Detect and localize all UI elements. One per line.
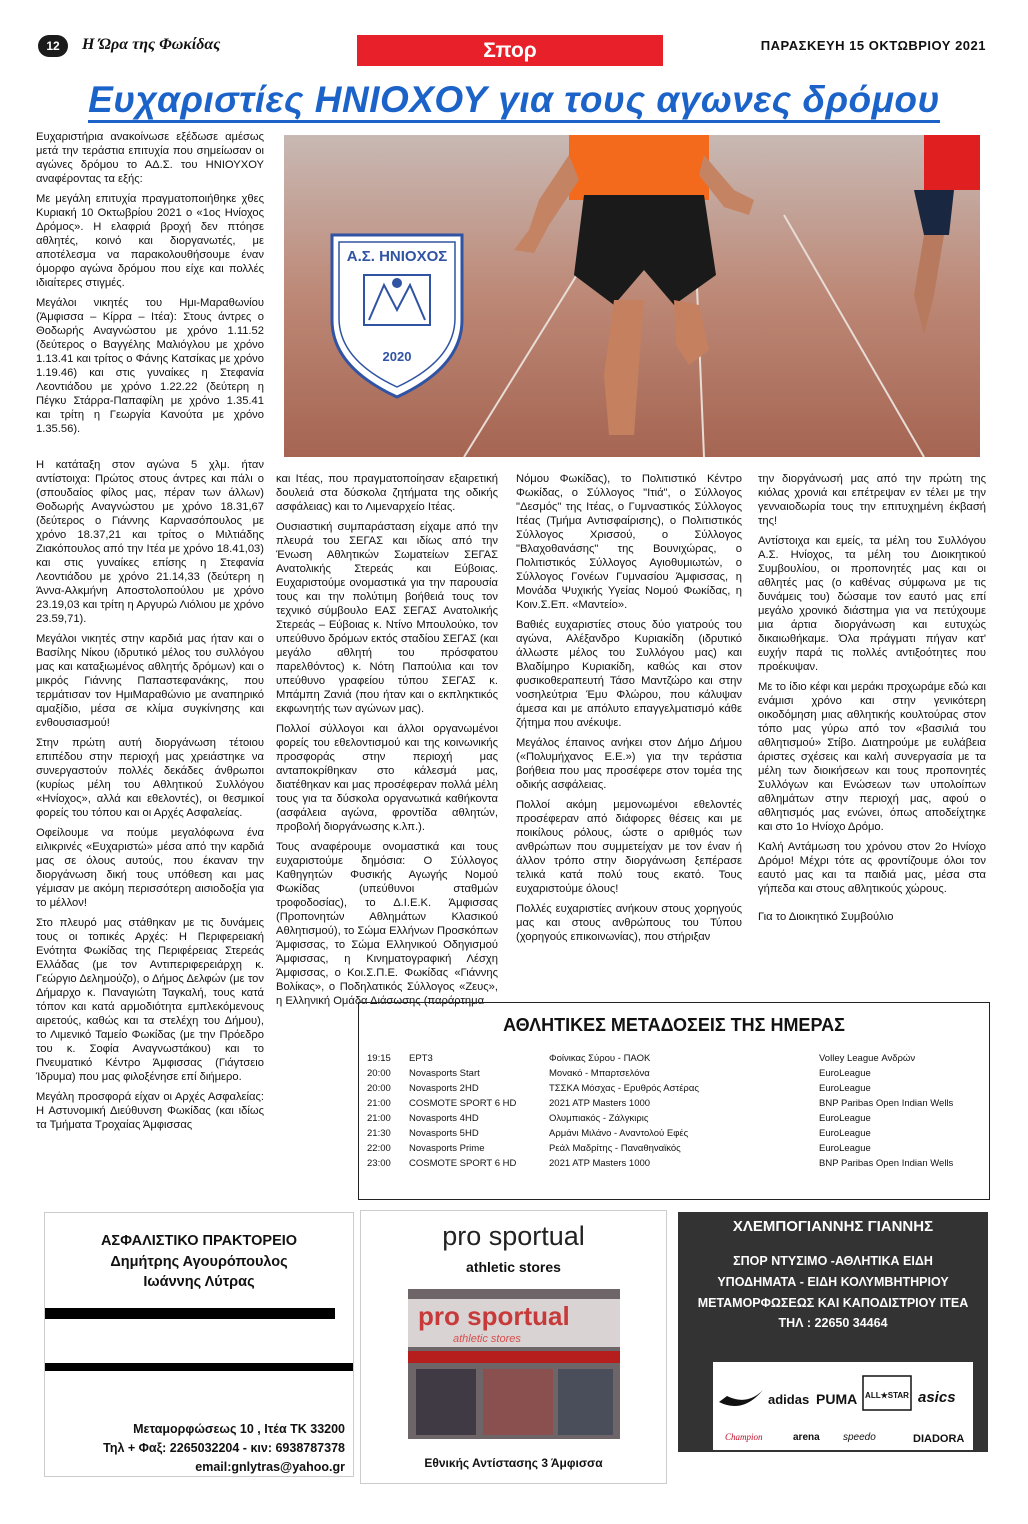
article-paragraph: Μεγάλοι νικητές του Ημι-Μαραθωνίου (Άμφισσα – Κίρρα – Ιτέα): Στους άντρες ο Θοδωρής Αναγνώστου με χρόνο 1.11.52 (δεύτερος ο Βαγγέλης Μαλιόγλου με χρόνο 1.13.41 και τρίτος ο Φάνης Κατσίκας με χρόνο 1.19.46) και στις γυναίκες η Στεφανία Λεοντιάδου με χρόνο 1.22.22 (δεύτερη η Πέγκυ Στάρρα-Παπαφίλη με χρόνο 1.35.41 και τρίτη η Γεωργία Κανούτα με χρόνο 1.35.56). — [36, 297, 264, 435]
swoosh-icon — [719, 1390, 763, 1406]
article-paragraph: Στην πρώτη αυτή διοργάνωση τέτοιου επιπέδου στην περιοχή μας χρειάστηκε να συνεργαστούν πολλές δεκάδες άνθρωποι (κυρίως μέλη του Αθλητικού Συλλόγου «Ηνίοχος», αλλά και εθελοντές), οι θεσμικοί φορείς του τόπου και οι Αρχές Ασφαλείας. — [36, 737, 264, 819]
tv-time: 23:00 — [367, 1158, 391, 1169]
decorative-bar — [45, 1308, 335, 1319]
sport-shop-line: ΥΠΟΔΗΜΑΤΑ - ΕΙΔΗ ΚΟΛΥΜΒΗΤΗΡΙΟΥ — [717, 1275, 949, 1289]
tv-channel: Novasports 4HD — [409, 1113, 479, 1124]
tv-channel: COSMOTE SPORT 6 HD — [409, 1158, 517, 1169]
article-paragraph: Τους αναφέρουμε ονομαστικά και τους ευχαριστούμε δημόσια: Ο Σύλλογος Καθηγητών Φυσικής Αγωγής Νομού Φωκίδας (υπεύθυνοι σταθμών τροφοδοσίας), το Δ.Ι.Ε.Κ. Άμφισσας (Προπονητών Αθλημάτων Κλασικού Αθλητισμού), το Σώμα Ελλήνων Προσκόπων Άμφισσας, το Σώμα Ελληνικού Οδηγισμού Άμφισσας, η Κινηματογραφική Λέσχη Άμφισσας, ο Κοι.Σ.Π.Ε. Φωκίδας «Γιάννης Βολίκας», ο Ποδηλατικός Σύλλογος «Ζευς», η Ελληνική Ομάδα Διάσωσης (παράρτημα — [276, 841, 498, 1007]
brand-logo: adidas — [768, 1392, 810, 1407]
brand-logo: arena — [793, 1432, 820, 1443]
paper-name: Η Ώρα της Φωκίδας — [82, 36, 221, 53]
tv-schedule-box — [358, 1002, 990, 1200]
issue-date: ΠΑΡΑΣΚΕΥΗ 15 ΟΚΤΩΒΡΙΟΥ 2021 — [760, 38, 986, 53]
tv-event: Ρεάλ Μαδρίτης - Παναθηναϊκός — [549, 1143, 681, 1154]
sport-shop-line: ΣΠΟΡ ΝΤΥΣΙΜΟ -ΑΘΛΗΤΙΚΑ ΕΙΔΗ — [733, 1254, 933, 1268]
brand-logo: Champion — [725, 1432, 763, 1442]
article-column-1-cont — [36, 458, 264, 1138]
store-sign-sub: athletic stores — [453, 1333, 521, 1345]
sport-shop-title: ΧΛΕΜΠΟΓΙΑΝΝΗΣ ΓΙΑΝΝΗΣ — [732, 1218, 934, 1235]
tv-league: EuroLeague — [819, 1143, 871, 1154]
tv-channel: Novasports Prime — [409, 1143, 485, 1154]
article-paragraph: Αντίστοιχα και εμείς, τα μέλη του Συλλόγου Α.Σ. Ηνίοχος, τα μέλη του Διοικητικού Συμβουλίου, οι προπονητές μας και οι αθλητές μας (ο καθένας σύμφωνα με τις δυνάμεις του) δώσαμε τον εαυτό μας επί μεγάλο χρονικό διάστημα για να πετύχουμε μια άρτια διοργάνωση και ευτυχώς δικαιωθήκαμε. Όλα πράγματι πήγαν κατ' ευχήν παρά τις πολλές αντιξοότητες που προέκυψαν. — [758, 535, 986, 673]
store-sign: pro sportual — [418, 1301, 570, 1331]
sportual-title: pro sportual — [442, 1221, 585, 1251]
tv-channel: Novasports Start — [409, 1068, 480, 1079]
sportual-ad — [360, 1210, 667, 1484]
tv-schedule-title: ΑΘΛΗΤΙΚΕΣ ΜΕΤΑΔΟΣΕΙΣ ΤΗΣ ΗΜΕΡΑΣ — [503, 1015, 845, 1035]
tv-schedule-row — [367, 1083, 983, 1098]
section-label: Σπορ — [357, 35, 663, 66]
decorative-bar — [45, 1363, 353, 1371]
hero-photo — [284, 135, 980, 457]
article-paragraph: Πολλοί σύλλογοι και άλλοι οργανωμένοι φορείς του εθελοντισμού και της κοινωνικής προσφοράς στην περιοχή μας ανταποκρίθηκαν στο κάλεσμά μας, διατέθηκαν και μας προσέφεραν πολλά μέλη τους για τα δύσκολα οργανωτικά καθήκοντα (ασφάλεια αγώνα, φροντίδα αθλητών, προβολή διοργάνωσης κ.λπ.). — [276, 723, 498, 833]
tv-time: 21:30 — [367, 1128, 391, 1139]
article-paragraph: Μεγάλοι νικητές στην καρδιά μας ήταν και ο Βασίλης Νίκου (ιδρυτικό μέλος του συλλόγου μας και καταξιωμένος αθλητής δρόμων) και ο μικρός Γιάννης Παπαστεφανάκης, που τερμάτισαν τον ΗμιΜαραθώνιο με αναπηρικό αμαξίδιο, μέσα σε κλίμα συγκίνησης και ενθουσιασμού! — [36, 633, 264, 729]
brand-logo: asics — [918, 1389, 956, 1406]
tv-channel: COSMOTE SPORT 6 HD — [409, 1098, 517, 1109]
brand-logo: ALL★STAR — [865, 1391, 909, 1400]
sport-shop-phone: ΤΗΛ : 22650 34464 — [778, 1316, 888, 1330]
logo-year: 2020 — [382, 349, 412, 364]
tv-channel: Novasports 5HD — [409, 1128, 479, 1139]
tv-league: EuroLeague — [819, 1083, 871, 1094]
store-photo — [408, 1289, 620, 1439]
tv-event: 2021 ATP Masters 1000 — [549, 1098, 651, 1109]
article-paragraph: Στο πλευρό μας στάθηκαν με τις δυνάμεις τους οι τοπικές Αρχές: Η Περιφερειακή Ενότητα Φωκίδας της Περιφέρειας Στερεάς Ελλάδας (με τον Αντιπεριφερειάρχη κ. Γεώργιο Δελημούζο), ο Δήμος Δελφών (με τον Δήμαρχο κ. Παναγιώτη Ταγκαλή, τους κατά τόπον και κατά αρμοδιότητα εμπλεκόμενους αιρετούς, καθώς και τα στελέχη του Δήμου), το Λιμενικό Ταμείο Φωκίδας (με την Πρόεδρο του κ. Σοφία Αναγνωστάκου) και το Πνευματικό Κέντρο Άμφισσας (Γιάγτσειο Ίδρυμα) που μας φιλοξένησε επί διήμερο. — [36, 917, 264, 1083]
tv-time: 20:00 — [367, 1083, 391, 1094]
article-paragraph: Μεγάλη προσφορά είχαν οι Αρχές Ασφαλείας: Η Αστυνομική Διεύθυνση Φωκίδας (και ιδίως τα Τμήματα Τροχαίας Άμφισσας — [36, 1091, 264, 1131]
tv-event: Μονακό - Μπαρτσελόνα — [549, 1068, 650, 1079]
tv-schedule-row — [367, 1068, 983, 1083]
brand-logo: PUMA — [816, 1391, 858, 1407]
tv-event: Ολυμπιακός - Ζάλγκιρις — [549, 1113, 649, 1124]
tv-event: ΤΣΣΚΑ Μόσχας - Ερυθρός Αστέρας — [549, 1083, 699, 1094]
tv-league: BNP Paribas Open Indian Wells — [819, 1098, 954, 1109]
tv-league: BNP Paribas Open Indian Wells — [819, 1158, 954, 1169]
tv-league: EuroLeague — [819, 1128, 871, 1139]
sport-shop-header — [678, 1212, 988, 1452]
tv-event: 2021 ATP Masters 1000 — [549, 1158, 651, 1169]
insurance-name-1: Δημήτρης Αγουρόπουλος — [110, 1254, 288, 1270]
article-column-1 — [36, 130, 264, 442]
article-paragraph: Νόμου Φωκίδας), το Πολιτιστικό Κέντρο Φωκίδας, ο Σύλλογος "Ιτιά", ο Σύλλογος "Δεσμός" της Ιτέας, ο Γυμναστικός Σύλλογος Ιτέας (Τμήμα Αντισφαίρισης), ο Πολιτιστικός Σύλλογος Χρισσού, ο Σύλλογος "Βλαχοθανάσης" της Βουνιχώρας, ο Πολιτιστικός Σύλλογος Αγιοθυμιωτών, ο Σύλλογος Γονέων Γυμνασίου Άμφισσας, η Μονάδα Ψυχικής Υγείας Νομού Φωκίδας, η Κοιν.Σ.Επ. «Μαντείο». — [516, 473, 742, 611]
brand-logo: DIADORA — [913, 1433, 965, 1445]
article-column-3 — [516, 472, 742, 950]
tv-time: 21:00 — [367, 1098, 391, 1109]
tv-league: EuroLeague — [819, 1068, 871, 1079]
sport-shop-ad — [678, 1212, 988, 1480]
article-paragraph: Καλή Αντάμωση του χρόνου στον 2ο Ηνίοχο Δρόμο! Μέχρι τότε ας φροντίζουμε όλοι τον εαυτό μας και τα παιδιά μας, μέσα στα γήπεδα και στους αθλητικούς χώρους. — [758, 841, 986, 895]
article-paragraph: την διοργάνωσή μας από την πρώτη της κιόλας χρονιά και επέτρεψαν εν τέλει με την γενναιοδωρία τους την επιτυχημένη έκβασή της! — [758, 473, 986, 527]
tv-schedule-row — [367, 1143, 983, 1158]
tv-schedule-row — [367, 1098, 983, 1113]
tv-league: EuroLeague — [819, 1113, 871, 1124]
tv-channel: Novasports 2HD — [409, 1083, 479, 1094]
tv-schedule-table — [367, 1053, 983, 1173]
brand-logos — [713, 1362, 973, 1450]
article-paragraph: Πολλοί ακόμη μεμονωμένοι εθελοντές προσέφεραν από διάφορες θέσεις και με ποικίλους ρόλους, ώστε ο αριθμός των ανθρώπων που συμμετείχαν με τον έναν ή άλλον τρόπο στην διοργάνωση ξεπέρασε τελικά κατά πολύ τους εκατό. Τους ευχαριστούμε όλους! — [516, 799, 742, 895]
article-paragraph: Με το ίδιο κέφι και μεράκι προχωράμε εδώ και ενάμισι χρόνο και στην γενικότερη οικοδόμηση μιας αθλητικής κουλτούρας στον τόπο μας γύρω από τον «βασιλιά του αθλητισμού» Στίβο. Διατηρούμε με ευλάβεια άριστες σχέσεις και καλή συνεργασία με τα μέλη των διοικήσεων και τους προπονητές Συλλόγων και Ενώσεων των υπολοίπων αθλημάτων στην περιοχή μας, αφού ο αθλητισμός μας ενώνει, όπως αποδείχτηκε και στο 1ο Ηνίοχο Δρόμο. — [758, 681, 986, 833]
article-paragraph: Πολλές ευχαριστίες ανήκουν στους χορηγούς μας και στους ανθρώπους του Τύπου (χορηγούς επικοινωνίας), που στήριξαν — [516, 903, 742, 943]
article-paragraph: Ουσιαστική συμπαράσταση είχαμε από την πλευρά του ΣΕΓΑΣ και ιδίως από την Ένωση Αθλητικών Σωματείων ΣΕΓΑΣ Ανατολικής Στερεάς και Εύβοιας. Ευχαριστούμε ονομαστικά για την παρουσία τους και την πολύτιμη βοήθειά τους τον τεχνικό σύμβουλο ΕΑΣ ΣΕΓΑΣ Ανατολικής Στερεάς – Εύβοιας κ. Ντίνο Μπουλούκο, τον υπεύθυνο δρόμων εκτός σταδίου ΣΕΓΑΣ (και μεγάλο αθλητή του πρόσφατου παρελθόντος) κ. Νότη Παπούλια και τον υπεύθυνο γραφείου τύπου ΣΕΓΑΣ κ. Μπάμπη Ζανιά (που ήταν και ο εκπληκτικός εκφωνητής των αγώνων μας). — [276, 521, 498, 715]
insurance-email: email:gnlytras@yahoo.gr — [195, 1460, 345, 1474]
tv-event: Αρμάνι Μιλάνο - Αναντολού Εφές — [549, 1128, 689, 1139]
tv-channel: ΕΡΤ3 — [409, 1053, 433, 1064]
article-paragraph: και Ιτέας, που πραγματοποίησαν εξαιρετική δουλειά στα δύσκολα ζητήματα της οδικής ασφάλειας) και το Λιμεναρχείο Ιτέας. — [276, 473, 498, 513]
article-signature: Για το Διοικητικό Συμβούλιο — [758, 911, 894, 923]
sportual-subtitle: athletic stores — [466, 1259, 561, 1275]
sportual-address: Εθνικής Αντίστασης 3 Άμφισσα — [424, 1456, 603, 1470]
tv-league: Volley League Ανδρών — [819, 1053, 916, 1064]
article-paragraph: Με μεγάλη επιτυχία πραγματοποιήθηκε χθες Κυριακή 10 Οκτωβρίου 2021 ο «1ος Ηνίοχος Δρόμος». Η ελαφριά βροχή δεν πτόησε αθλητές, κοινό και διοργανωτές, με αποτέλεσμα να παρακολουθήσουμε έναν όμορφο αγώνα δρόμου που είχε και πολλές ιδιαίτερες στιγμές. — [36, 193, 264, 289]
article-column-2 — [276, 472, 498, 1014]
article-column-4 — [758, 472, 986, 930]
tv-schedule-row — [367, 1053, 983, 1068]
runner-illustration — [284, 135, 980, 457]
tv-time: 19:15 — [367, 1053, 391, 1064]
insurance-name-2: Ιωάννης Λύτρας — [143, 1274, 255, 1290]
article-paragraph: Η κατάταξη στον αγώνα 5 χλμ. ήταν αντίστοιχα: Πρώτος στους άντρες και πάλι ο (σπουδαίος φίλος μας, πέραν των άλλων) Θοδωρής Αναγνώστου με χρόνο 18.31,67 (δεύτερος ο Γιάννης Καρνασόπουλος με χρόνο 18.37,21 και τρίτος ο Μιλτιάδης Ζιακόπουλος από την Ιτέα με χρόνο 18.41,03) και στις γυναίκες επίσης η Στεφανία Λεοντιάδου με χρόνο 21.14,33 (δεύτερη η Άννα-Αλκμήνη Αποστολοπούλου με χρόνο 23.19,03 και τρίτη η Αργυρώ Λιόλιου με χρόνο 23.59,71). — [36, 459, 264, 625]
tv-time: 22:00 — [367, 1143, 391, 1154]
page-number: 12 — [38, 35, 68, 57]
article-paragraph: Ευχαριστήρια ανακοίνωσε εξέδωσε αμέσως μετά την τεράστια επιτυχία που σημείωσαν οι αγώνες δρόμου το ΑΔ.Σ. του ΗΝΙΟΥΧΟΥ αναφέροντας τα εξής: — [36, 131, 264, 185]
logo-text: Α.Σ. ΗΝΙΟΧΟΣ — [346, 248, 448, 265]
article-headline: Ευχαριστίες ΗΝΙΟΧΟΥ για τους αγωνες δρόμου — [0, 79, 1028, 121]
article-paragraph: Μεγάλος έπαινος ανήκει στον Δήμο Δήμου («Πολυμήχανος Ε.Ε.») για την τεράστια βοήθεια που μας προσέφερε στον τομέα της οδικής ασφάλειας. — [516, 737, 742, 791]
insurance-phone: Τηλ + Φαξ: 2265032204 - κιν: 6938787378 — [103, 1441, 345, 1455]
tv-schedule-row — [367, 1158, 983, 1173]
tv-event: Φοίνικας Σύρου - ΠΑΟΚ — [549, 1053, 651, 1064]
insurance-title: ΑΣΦΑΛΙΣΤΙΚΟ ΠΡΑΚΤΟΡΕΙΟ — [100, 1233, 298, 1249]
article-paragraph: Βαθιές ευχαριστίες στους δύο γιατρούς του αγώνα, Αλέξανδρο Κυριακίδη (ιδρυτικό άλλωστε μέλος του Συλλόγου μας) και Βλαδίμηρο Κυριακίδη, καθώς και στον φυσικοθεραπευτή Τάσο Μαντζώρο και στην νοσηλεύτρια Έμυ Φλώρου, που κάλυψαν άμεσα και με απόλυτο επαγγελματισμό κάθε ζήτημα που ανέκυψε. — [516, 619, 742, 729]
tv-time: 20:00 — [367, 1068, 391, 1079]
tv-time: 21:00 — [367, 1113, 391, 1124]
insurance-ad — [44, 1212, 354, 1477]
insurance-address: Μεταμορφώσεως 10 , Ιτέα ΤΚ 33200 — [133, 1422, 345, 1436]
brand-logo: speedo — [843, 1432, 876, 1443]
tv-schedule-row — [367, 1128, 983, 1143]
article-paragraph: Οφείλουμε να πούμε μεγαλόφωνα ένα ειλικρινές «Ευχαριστώ» μέσα από την καρδιά μας σε όλους αυτούς, που έκαναν την διοργάνωση δική τους υπόθεση και μας γέμισαν με ακόμη περισσότερη αισιοδοξία για το μέλλον! — [36, 827, 264, 909]
tv-schedule-row — [367, 1113, 983, 1128]
sport-shop-line: ΜΕΤΑΜΟΡΦΩΣΕΩΣ ΚΑΙ ΚΑΠΟΔΙΣΤΡΙΟΥ ΙΤΕΑ — [697, 1296, 969, 1310]
